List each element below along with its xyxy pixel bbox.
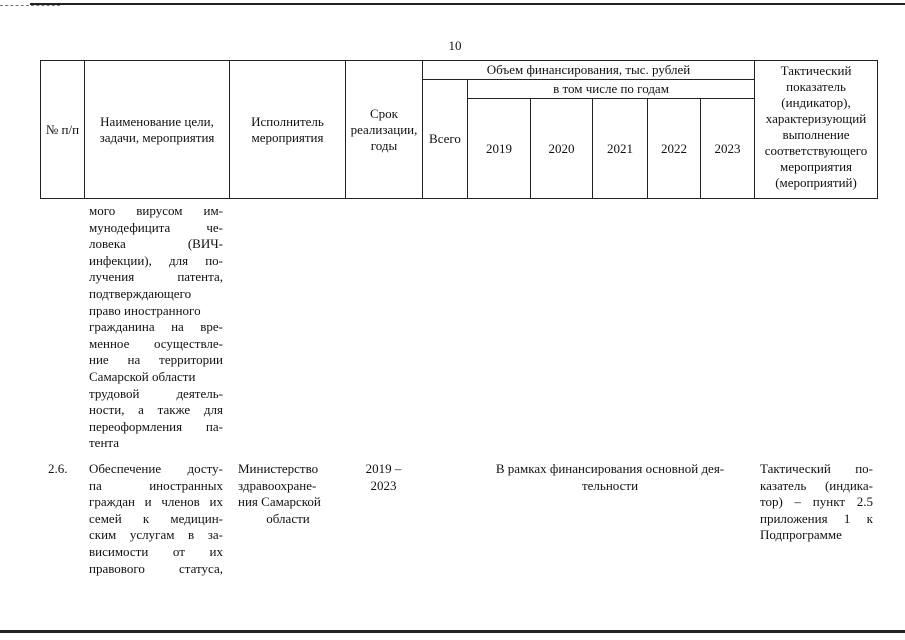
row-2-6-indicator-line: Подпрограмме <box>760 527 842 543</box>
continued-name-line: право иностранного <box>89 302 201 318</box>
header-indicator: Тактический показатель (индикатор), характеризующий выполнение соответствующего мероприятия (мероприятий) <box>755 61 878 199</box>
row-2-6-term-line: 2019 – <box>365 461 402 476</box>
continued-name-line: ности, а также для <box>89 402 223 418</box>
header-name: Наименование цели, задачи, мероприятия <box>85 61 230 199</box>
row-2-6-name-line: Обеспечение досту- <box>89 461 223 476</box>
row-2-6-executor <box>238 461 348 527</box>
bottom-rule <box>0 630 905 633</box>
row-2-6-executor-line: ния Самарской <box>238 494 321 510</box>
continued-name-line: менное осуществле- <box>89 335 223 351</box>
continued-name-line: ние на территории <box>89 352 223 368</box>
row-2-6-indicator-line: Тактический по- <box>760 461 873 476</box>
continued-name-line: тента <box>89 435 120 451</box>
row-2-6-name-line: правового статуса, <box>89 560 223 576</box>
top-dashed-rule <box>0 5 60 7</box>
header-year-2023: 2023 <box>701 99 755 199</box>
row-2-6-num: 2.6. <box>48 461 68 476</box>
header-by-years: в том числе по годам <box>468 80 755 99</box>
continued-name-line: мого вирусом им- <box>89 203 223 218</box>
continued-name-line: гражданина на вре- <box>89 319 223 335</box>
row-2-6-executor-line: здравоохране- <box>238 477 317 493</box>
row-2-6-term-line: 2023 <box>370 477 397 493</box>
row-2-6-funding-line: В рамках финансирования основной дея- <box>495 461 725 476</box>
header-term: Срок реализации, годы <box>346 61 423 199</box>
continued-name-line: трудовой деятель- <box>89 385 223 401</box>
continued-name-line: инфекции), для по- <box>89 252 223 268</box>
continued-name-text <box>89 203 223 452</box>
header-year-2022: 2022 <box>648 99 701 199</box>
row-2-6-executor-line: Министерство <box>238 461 319 476</box>
table-header <box>40 60 878 199</box>
header-year-2019: 2019 <box>468 99 531 199</box>
continued-name-line: ловека (ВИЧ- <box>89 236 223 252</box>
row-2-6-indicator-line: казатель (индика- <box>760 477 873 493</box>
header-year-2020: 2020 <box>531 99 593 199</box>
row-2-6-indicator-line: приложения 1 к <box>760 510 873 526</box>
header-executor: Исполнитель мероприятия <box>230 61 346 199</box>
row-2-6-name-line: граждан и членов их <box>89 494 223 510</box>
header-year-2021: 2021 <box>593 99 648 199</box>
header-num: № п/п <box>41 61 85 199</box>
row-2-6-funding-line: тельности <box>581 477 639 493</box>
header-funding: Объем финансирования, тыс. рублей <box>423 61 755 80</box>
top-rule <box>30 3 905 5</box>
row-2-6-term <box>345 461 422 494</box>
row-2-6-name <box>89 461 223 577</box>
row-2-6-name-line: ским услугам в за- <box>89 527 223 543</box>
row-2-6-funding <box>470 461 750 494</box>
continued-name-line: подтверждающего <box>89 285 192 301</box>
row-2-6-name-line: па иностранных <box>89 477 223 493</box>
page-number: 10 <box>448 38 462 53</box>
continued-name-line: переоформления па- <box>89 418 223 434</box>
row-2-6-executor-line: области <box>266 510 310 526</box>
continued-name-line: лучения патента, <box>89 269 223 285</box>
row-2-6-name-line: висимости от их <box>89 543 223 559</box>
continued-name-line: мунодефицита че- <box>89 219 223 235</box>
row-2-6-indicator <box>760 461 873 544</box>
continued-name-line: Самарской области <box>89 368 196 384</box>
row-2-6-name-line: семей к медицин- <box>89 510 223 526</box>
row-2-6-indicator-line: тор) – пункт 2.5 <box>760 494 873 510</box>
header-total: Всего <box>423 80 468 199</box>
